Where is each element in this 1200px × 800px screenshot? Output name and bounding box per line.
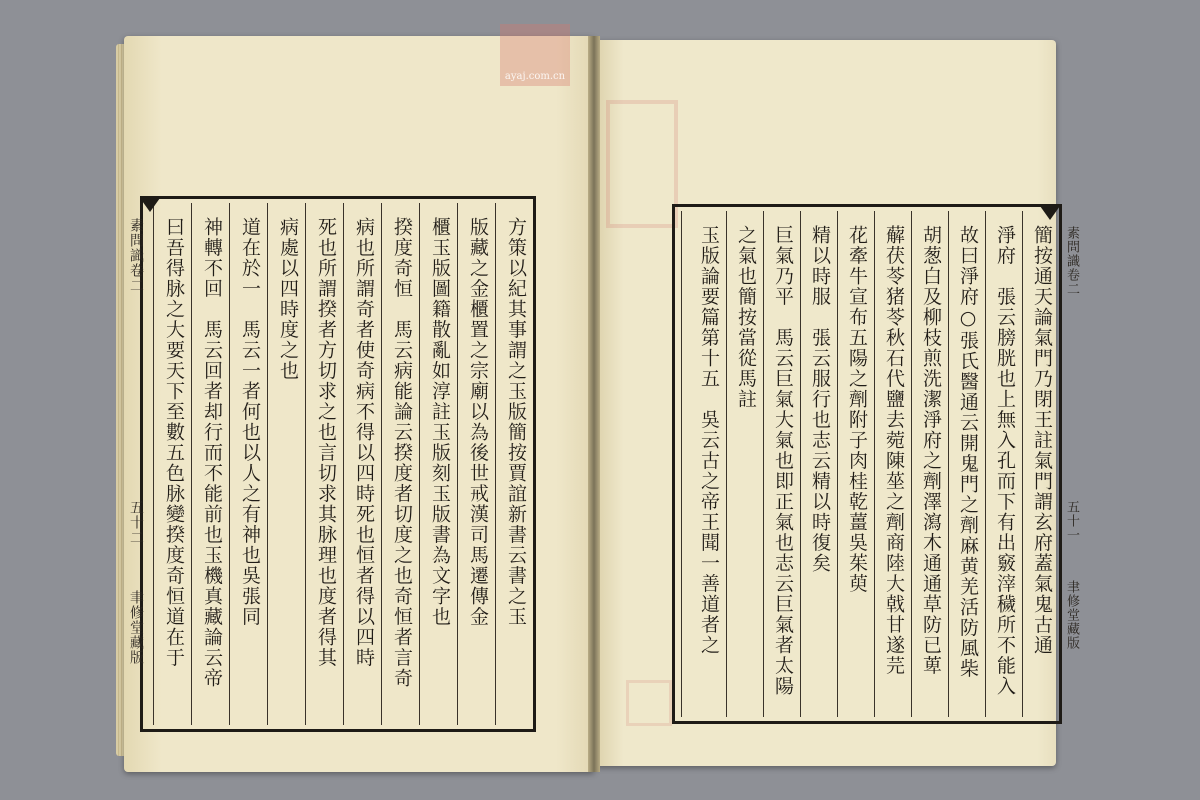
faded-seal-stamp: [606, 100, 678, 228]
text-column: 版藏之金櫃置之宗廟以為後世戒漢司馬遷傳金: [457, 203, 495, 725]
right-margin-publisher: 聿修堂藏版: [1064, 580, 1079, 650]
text-column: 巨氣乃平 馬云巨氣大氣也即正氣也志云巨氣者太陽: [763, 211, 800, 717]
text-column: 揆度奇恒 馬云病能論云揆度者切度之也奇恒者言奇: [381, 203, 419, 725]
text-column: 玉版論要篇第十五 吳云古之帝王聞一善道者之: [681, 211, 726, 717]
book-gutter: [588, 36, 600, 772]
left-text-frame: [140, 196, 536, 732]
text-column: 病處以四時度之也: [267, 203, 305, 725]
text-column: 故曰淨府○張氏醫通云開鬼門之劑麻黄羌活防風柴: [948, 211, 985, 717]
faded-seal-stamp-small: [626, 680, 672, 726]
text-column: 之氣也簡按當從馬註: [726, 211, 763, 717]
text-column: 病也所謂奇者使奇病不得以四時死也恒者得以四時: [343, 203, 381, 725]
right-margin-folio: 五十一: [1064, 500, 1079, 542]
text-column: 道在於一 馬云一者何也以人之有神也吳張同: [229, 203, 267, 725]
text-column: 曰吾得脉之大要天下至數五色脉變揆度奇恒道在于: [153, 203, 191, 725]
text-column: 神轉不回 馬云回者却行而不能前也玉機真藏論云帝: [191, 203, 229, 725]
text-column: 花牽牛宣布五陽之劑附子肉桂乾薑吳茱萸: [837, 211, 874, 717]
text-column: 死也所謂揆者方切求之也言切求其脉理也度者得其: [305, 203, 343, 725]
text-column: 精以時服 張云服行也志云精以時復矣: [800, 211, 837, 717]
watermark-text: ayaj.com.cn: [504, 71, 566, 82]
left-margin-publisher: 聿修堂藏版: [128, 590, 144, 665]
left-margin-title: 素問識卷二: [128, 218, 144, 293]
text-column: 方策以紀其事謂之玉版簡按賈誼新書云書之玉: [495, 203, 533, 725]
right-margin-title: 素問識卷二: [1064, 226, 1079, 296]
text-column: 簡按通天論氣門乃閉王註氣門謂玄府蓋氣鬼古通: [1022, 211, 1059, 717]
watermark-seal: [500, 24, 570, 86]
text-column: 淨府 張云膀胱也上無入孔而下有出竅滓穢所不能入: [985, 211, 1022, 717]
right-text-frame: [672, 204, 1062, 724]
text-column: 櫃玉版圖籍散亂如淳註玉版刻玉版書為文字也: [419, 203, 457, 725]
left-margin-folio: 五十二: [128, 500, 144, 545]
text-column: 薢茯苓猪苓秋石代鹽去菀陳莝之劑商陸大戟甘遂芫: [874, 211, 911, 717]
text-column: 胡葱白及柳枝煎洗潔淨府之劑澤瀉木通通草防已萆: [911, 211, 948, 717]
